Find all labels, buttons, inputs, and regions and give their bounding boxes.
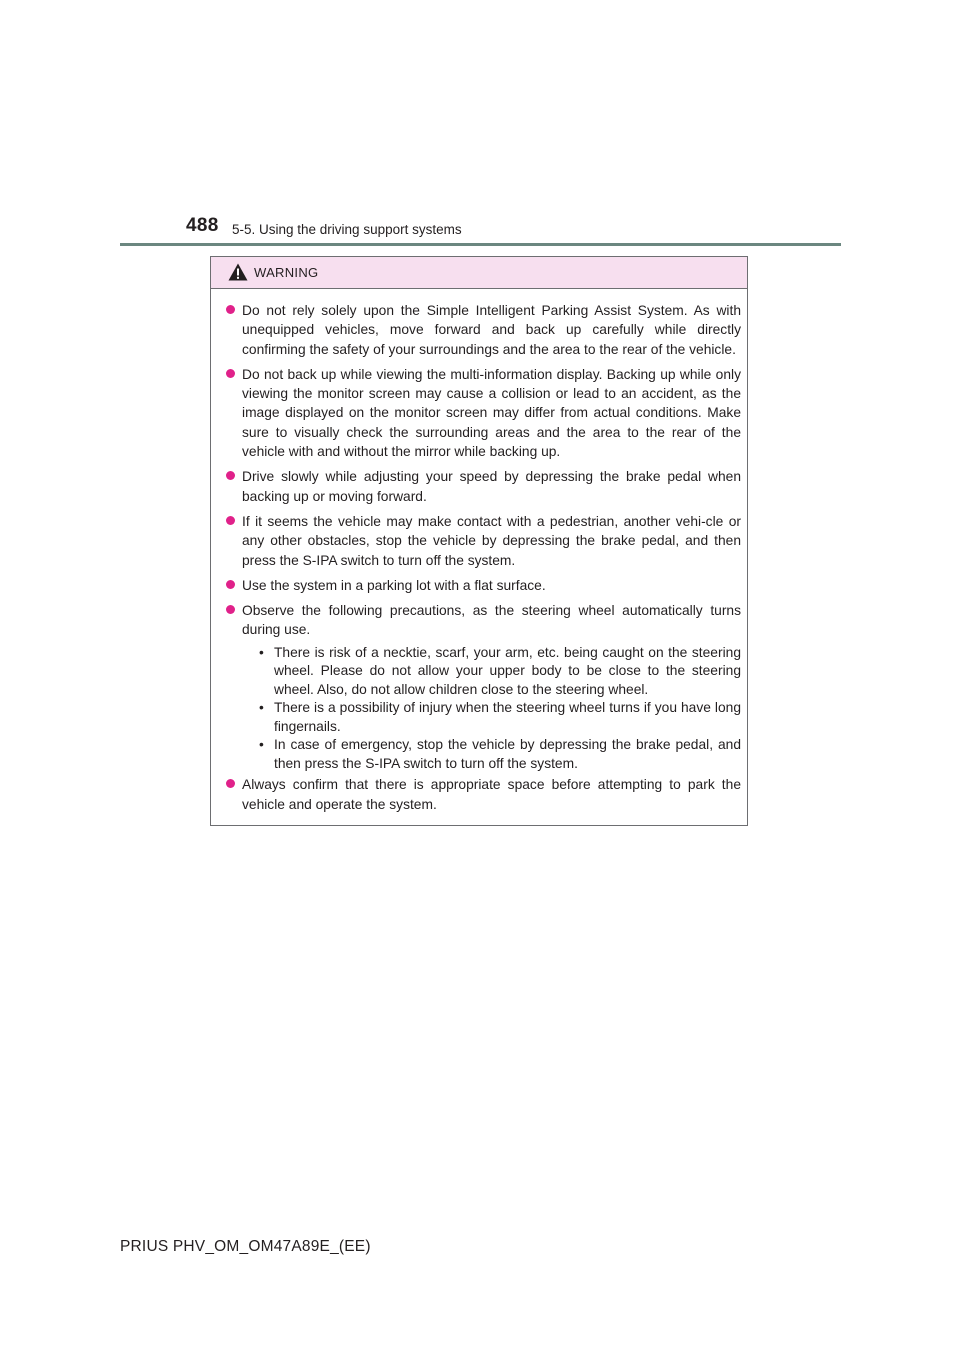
header-divider xyxy=(120,243,841,246)
bullet-dot-icon xyxy=(226,471,235,480)
warning-item xyxy=(226,512,741,570)
warning-item xyxy=(226,365,741,461)
warning-item-text: Use the system in a parking lot with a flat surface. xyxy=(242,577,546,593)
bullet-dot-icon xyxy=(226,605,235,614)
bullet-dot-icon xyxy=(226,305,235,314)
warning-item xyxy=(226,601,741,640)
warning-item-text: Observe the following precautions, as the steering wheel automatically turns during use. xyxy=(242,603,741,638)
warning-item xyxy=(226,467,741,506)
page-number: 488 xyxy=(186,215,219,236)
warning-header xyxy=(211,257,747,289)
precaution-text: In case of emergency, stop the vehicle by depressing the brake pedal, and then press the S-IPA switch to turn off the system. xyxy=(274,737,741,771)
warning-item-text: Always confirm that there is appropriate space before attempting to park the vehicle and operate the system. xyxy=(242,777,741,812)
document-code: PRIUS PHV_OM_OM47A89E_(EE) xyxy=(120,1238,371,1255)
warning-item xyxy=(226,576,741,595)
warning-item-text: Do not back up while viewing the multi-information display. Backing up while only viewing the monitor screen may cause a collision or lead to an accident, as the image displayed on the monitor screen may differ from actual conditions. Make sure to visually check the surrounding areas and the area to the rear of the vehicle with and without the mirror while backing up. xyxy=(242,366,741,460)
precaution-item xyxy=(259,699,741,736)
warning-item xyxy=(226,301,741,359)
section-title: 5-5. Using the driving support systems xyxy=(232,222,462,237)
warning-item-text: Drive slowly while adjusting your speed by depressing the brake pedal when backing up or moving forward. xyxy=(242,469,741,504)
precautions-list xyxy=(259,644,741,774)
bullet-dot-icon xyxy=(226,516,235,525)
precaution-text: There is risk of a necktie, scarf, your arm, etc. being caught on the steering wheel. Please do not allow your upper body to be close to the steering wheel. Also, do not allow children close to the steering wheel. xyxy=(274,644,741,697)
sub-bullet-icon: • xyxy=(259,644,264,660)
warning-title: WARNING xyxy=(254,265,319,280)
sub-bullet-icon: • xyxy=(259,737,264,753)
warning-item-text: Do not rely solely upon the Simple Intelligent Parking Assist System. As with unequipped vehicles, move forward and back up carefully while directly confirming the safety of your surroundings and the area to the rear of the vehicle. xyxy=(242,303,741,357)
bullet-dot-icon xyxy=(226,779,235,788)
bullet-dot-icon xyxy=(226,580,235,589)
warning-triangle-icon xyxy=(228,263,248,281)
precaution-item xyxy=(259,644,741,700)
warning-body xyxy=(211,289,747,814)
bullet-dot-icon xyxy=(226,369,235,378)
warning-box xyxy=(210,256,748,826)
precaution-text: There is a possibility of injury when the steering wheel turns if you have long fingernails. xyxy=(274,700,741,734)
warning-item-text: If it seems the vehicle may make contact with a pedestrian, another vehi-cle or any other obstacles, stop the vehicle by depressing the brake pedal, and then press the S-IPA switch to turn off the system. xyxy=(242,513,741,568)
warning-item xyxy=(226,775,741,814)
sub-bullet-icon: • xyxy=(259,700,264,716)
precaution-item xyxy=(259,736,741,773)
